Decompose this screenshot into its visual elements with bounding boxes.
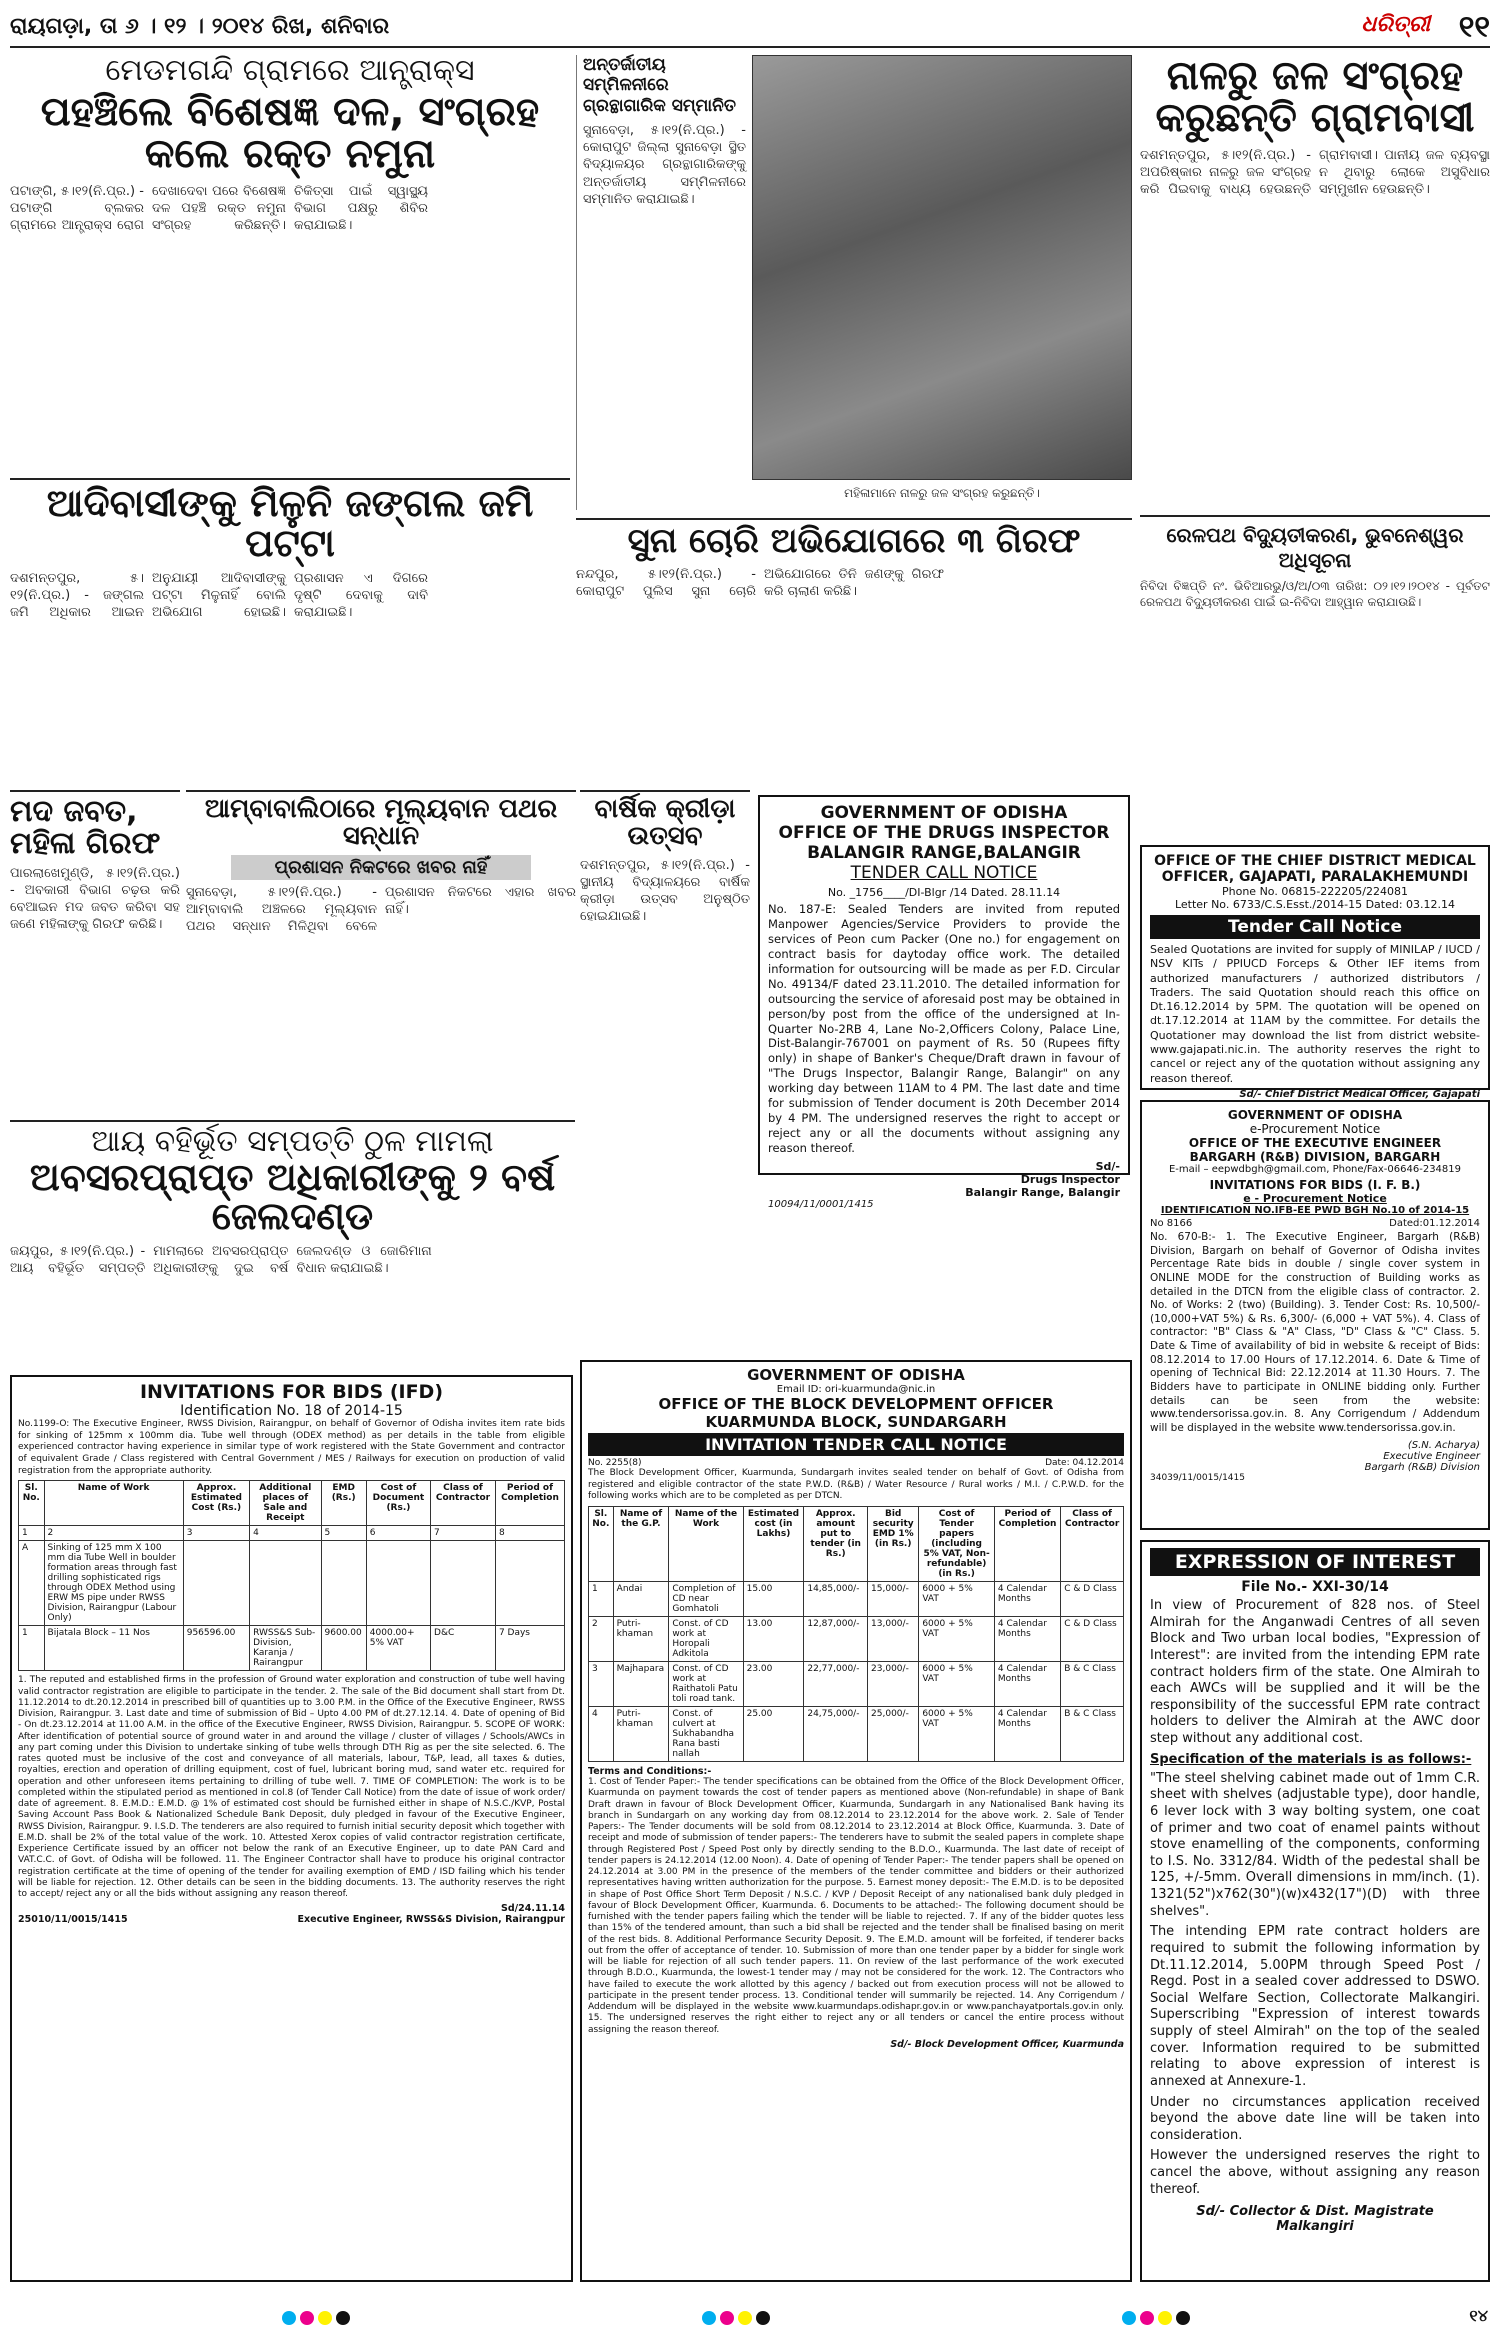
- table-cell: 4: [250, 1526, 321, 1541]
- table-row: [589, 1582, 1124, 1617]
- story-body: ପାରଲାଖେମୁଣ୍ଡି, ୫।୧୨(ନି.ପ୍ର.) - ଅବକାରୀ ବିଭାଗ ଚଢ଼ଉ କରି ବେଆଇନ ମଦ ଜବତ କରିବା ସହ ଜଣେ ମହିଳାଙ୍କୁ ଗିରଫ କରିଛି।: [10, 866, 180, 933]
- page-number: ୧୧: [1458, 10, 1490, 45]
- story-precious-stone: [186, 790, 576, 1110]
- table-header-cell: Sl. No.: [589, 1507, 614, 1582]
- ad-sign: Bargarh (R&B) Division: [1364, 1461, 1480, 1473]
- ad-sign: Balangir Range, Balangir: [965, 1185, 1120, 1199]
- ad-line: KUARMUNDA BLOCK, SUNDARGARH: [705, 1413, 1007, 1431]
- table-cell: Sinking of 125 mm X 100 mm dia Tube Well in boulder formation areas through fast drilling sophisticated rigs through ODEX Method using ERW MS pipe under RWSS Division, Rairangpur (Labour Only): [44, 1541, 183, 1626]
- ad-line: GOVERNMENT OF ODISHA: [747, 1366, 965, 1384]
- notice-title: ରେଳପଥ ବିଦ୍ୟୁତୀକରଣ, ଭୁବନେଶ୍ୱର ଅଧିସୂଚନା: [1166, 523, 1464, 572]
- table-header-cell: Period of Completion: [994, 1507, 1060, 1582]
- story-headline: ଅବସରପ୍ରାପ୍ତ ଅଧିକାରୀଙ୍କୁ ୨ ବର୍ଷ ଜେଲଦଣ୍ଡ: [29, 1154, 556, 1239]
- table-header-cell: Name of Work: [44, 1481, 183, 1526]
- ad-letter: Letter No. 6733/C.S.Esst./2014-15 Dated: 03.12.14: [1174, 898, 1456, 911]
- table-cell: Majhapara: [613, 1662, 669, 1707]
- story-kicker: ମେଡମଗନ୍ଦି ଗ୍ରାମରେ ଆନ୍ତ୍ରାକ୍ସ: [105, 53, 475, 88]
- table-cell: 23.00: [743, 1662, 804, 1707]
- ad-email: E-mail – eepwdbgh@gmail.com, Phone/Fax-06646-234819: [1168, 1164, 1462, 1175]
- ad-line: GOVERNMENT OF ODISHA: [1227, 1108, 1403, 1122]
- story-headline: ଆଦିବାସୀଙ୍କୁ ମିଳୁନି ଜଙ୍ଗଲ ଜମି ପଟ୍ଟା: [46, 481, 534, 565]
- table-cell: 4: [589, 1707, 614, 1762]
- ad-line: BALANGIR RANGE,BALANGIR: [807, 843, 1081, 863]
- table-header-cell: Period of Completion: [495, 1481, 564, 1526]
- table-cell: 13.00: [743, 1617, 804, 1662]
- table-header-cell: Class of Contractor: [1061, 1507, 1124, 1582]
- ad-ref: No. _1756____/DI-Blgr /14 Dated. 28.11.14: [827, 886, 1061, 899]
- table-cell: Const. of CD work at Horopali Adkitola: [669, 1617, 743, 1662]
- table-cell: 7: [431, 1526, 496, 1541]
- table-cell: A: [19, 1541, 45, 1626]
- table-row: [589, 1662, 1124, 1707]
- ad-code: 10094/11/0001/1415: [768, 1198, 874, 1210]
- ad-para: "The steel shelving cabinet made out of 1mm C.R. sheet with shelves (adjustable type), door handle, 6 lever lock with 3 way bolting system, one coat of primer and two coat of enamel paints without stove enamelling of the components, conforming to I.S. No. 3312/84. Width of the pedestal shall be 125, +/-5mm. Overall dimensions in mm/inch. (1). 1321(52")x762(30")(w)x432(17")(D) with three shelves".: [1150, 1770, 1480, 1919]
- table-cell: 14,85,000/-: [804, 1582, 868, 1617]
- notice-railway: [1140, 515, 1490, 835]
- story-body: ପଟାଙ୍ଗି, ୫।୧୨(ନି.ପ୍ର.) - ପଟାଙ୍ଗି ବ୍ଲକର ଗ୍ରାମରେ ଆନ୍ତ୍ରାକ୍ସ ରୋଗ ଦେଖାଦେବା ପରେ ବିଶେଷଜ୍ଞ ଦଳ ପହଞ୍ଚି ରକ୍ତ ନମୁନା ସଂଗ୍ରହ କରିଛନ୍ତି। ଚିକିତ୍ସା ପାଇଁ ସ୍ୱାସ୍ଥ୍ୟ ବିଭାଗ ପକ୍ଷରୁ ଶିବିର କରାଯାଇଛି।: [10, 183, 428, 233]
- ad-line: OFFICE OF THE DRUGS INSPECTOR: [778, 823, 1110, 843]
- table-cell: 6000 + 5% VAT: [919, 1707, 995, 1762]
- table-cell: [495, 1541, 564, 1626]
- table-cell: 4 Calendar Months: [994, 1662, 1060, 1707]
- ad-ident: Identification No. 18 of 2014-15: [180, 1403, 403, 1419]
- table-cell: D&C: [431, 1626, 496, 1671]
- story-subhead: ପ୍ରଶାସନ ନିକଟରେ ଖବର ନାହିଁ: [231, 855, 531, 880]
- table-cell: 22,77,000/-: [804, 1662, 868, 1707]
- ad-line: OFFICER, GAJAPATI, PARALAKHEMUNDI: [1161, 869, 1469, 885]
- ad-title: INVITATIONS FOR BIDS (IFD): [139, 1381, 444, 1403]
- ad-line: INVITATIONS FOR BIDS (I. F. B.): [1209, 1178, 1421, 1192]
- news-photo: [752, 55, 1132, 480]
- registration-marks: [280, 2310, 352, 2329]
- table-cell: Const. of CD work at Raithatoli Patu toli road tank.: [669, 1662, 743, 1707]
- story-headline: ସୁନା ଚୋରି ଅଭିଯୋଗରେ ୩ ଗିରଫ: [627, 521, 1081, 561]
- ad-kuarmunda: [580, 1360, 1132, 2282]
- terms-body: 1. The reputed and established firms in the profession of Ground water exploration and construction of tube well having valid contractor registration are eligible to participate in the tender. 2. The sale of the Bid document shall start from Dt. 11.12.2014 to dt.20.12.2014 in prescribed bill of quantities up to 3.00 P.M. in the Office of the Executive Engineer, RWSS Division, Rairangpur. 3. Last date and time of submission of Bid – Upto 4.00 PM of dt.27.12.14. 4. Date of opening of Bid - On dt.23.12.2014 at 11.00 A.M. in the office of the Executive Engineer, RWSS Division, Rairangpur. 5. SCOPE OF WORK: After identification of potential source of ground water in and around the village / cluster of villages / Schools/AWCs in any part coming under this Division to undertake sinking of tube wells through DTH Rig as per the site selected. 6. The rates quoted must be inclusive of the cost and conveyance of all materials, labour, T&P, lead, all taxes & duties, royalties, erection and operation of drilling equipment, cost of fuel, lubricant boring mud, sand water etc. required for operation and other unforeseen items pertaining to drilling of tube well. 7. TIME OF COMPLETION: The work is to be completed within the stipulated period as mentioned in col.8 (of Tender Call Notice) from the date of issue of work order/ date of agreement. 8. E.M.D.: E.M.D. @ 1% of estimated cost should be furnished either in shape of N.S.C./KVP, Postal Saving Account Pass Book & Nationalized Schedule Bank Deposit, duly pledged in favour of the Executive Engineer, RWSS Division, Rairangpur. 9. I.S.D. The tenderers are also required to furnish initial security deposit which together with E.M.D. shall be 2% of the total value of the work. 10. Attested Xerox copies of valid contractor registration certificate, Experience Certificate issued by an officer not below the rank of an Executive Engineer, up to date PAN Card and VAT.C.C. of Govt. of Odisha will be followed. 11. The Engineer Contractor shall have to produce his original contractor registration certificate at the time of opening of the tender for availing exemption of EMD / ISD failing which his tender will be liable for rejection. 12. Other details can be seen in the bidding documents. 13. The authority reserves the right to accept/ reject any or all the bids without assigning any reason thereof.: [18, 1675, 565, 1900]
- story-asset-case: [10, 1120, 575, 1370]
- table-header-cell: Class of Contractor: [431, 1481, 496, 1526]
- table-header-cell: Cost of Document (Rs.): [366, 1481, 430, 1526]
- dateline: ରାୟଗଡ଼ା, ତା ୬ । ୧୨ । ୨୦୧୪ ରିଖ, ଶନିବାର: [10, 14, 390, 39]
- ad-line: OFFICE OF THE BLOCK DEVELOPMENT OFFICER: [658, 1395, 1054, 1413]
- story-headline: ମଦ ଜବତ, ମହିଳା ଗିରଫ: [10, 794, 161, 861]
- ad-sign: Executive Engineer: [1383, 1450, 1480, 1462]
- story-body: ଦଶମନ୍ତପୁର, ୫।୧୨(ନି.ପ୍ର.) - ସ୍ଥାନୀୟ ବିଦ୍ୟାଳୟରେ ବାର୍ଷିକ କ୍ରୀଡ଼ା ଉତ୍ସବ ଅନୁଷ୍ଠିତ ହୋଇଯାଇଛି।: [580, 857, 750, 925]
- table-cell: 7 Days: [495, 1626, 564, 1671]
- ad-line: e-Procurement Notice: [1249, 1122, 1381, 1136]
- ad-intro: No.1199-O: The Executive Engineer, RWSS Division, Rairangpur, on behalf of Governor of Odisha invites item rate bids for sinking of 125mm x 100mm dia. Tube well through (ODEX method) as per details in the table from eligible experienced contractor having experience in similar type of work registered with the State Government and contractor of equivalent Grade / Class registered with Central Government / MES / Railways for execution on production of valid registration from the appropriate authority.: [18, 1419, 565, 1476]
- story-body: ଜୟପୁର, ୫।୧୨(ନି.ପ୍ର.) - ଆୟ ବହିର୍ଭୂତ ସମ୍ପତ୍ତି ମାମଲାରେ ଅବସରପ୍ରାପ୍ତ ଅଧିକାରୀଙ୍କୁ ଦୁଇ ବର୍ଷ ଜେଲଦଣ୍ଡ ଓ ଜୋରିମାନା ବିଧାନ କରାଯାଇଛି।: [10, 1244, 432, 1277]
- table-cell: Completion of CD near Gomhatoli: [669, 1582, 743, 1617]
- ad-title: INVITATION TENDER CALL NOTICE: [588, 1433, 1124, 1456]
- ad-expression-of-interest: [1140, 1540, 1490, 2282]
- table-cell: C & D Class: [1061, 1617, 1124, 1662]
- ad-sign: Drugs Inspector: [1020, 1172, 1120, 1186]
- ad-line: BARGARH (R&B) DIVISION, BARGARH: [1189, 1150, 1441, 1164]
- story-gold-theft: [576, 518, 1132, 778]
- ad-sign: Sd/-: [1095, 1159, 1120, 1173]
- table-header-cell: Sl. No.: [19, 1481, 45, 1526]
- table-cell: [431, 1541, 496, 1626]
- table-cell: 5: [321, 1526, 366, 1541]
- table-cell: 15,000/-: [868, 1582, 919, 1617]
- table-cell: Const. of culvert at Sukhabandha Rana basti nallah: [669, 1707, 743, 1762]
- table-header-cell: Estimated cost (in Lakhs): [743, 1507, 804, 1582]
- photo-caption: ମହିଳାମାନେ ନାଳରୁ ଜଳ ସଂଗ୍ରହ କରୁଛନ୍ତି।: [844, 486, 1040, 500]
- ad-code: 25010/11/0015/1415: [18, 1914, 128, 1926]
- terms-title: Terms and Conditions:-: [588, 1766, 712, 1778]
- table-header-cell: EMD (Rs.): [321, 1481, 366, 1526]
- table-cell: Bijatala Block – 11 Nos: [44, 1626, 183, 1671]
- yellow-dot: [738, 2311, 752, 2325]
- ad-number: No 8166: [1150, 1218, 1193, 1229]
- page-mark: ୧୪: [1469, 2306, 1488, 2325]
- table-row: [589, 1617, 1124, 1662]
- yellow-dot: [1158, 2311, 1172, 2325]
- ad-title: Tender Call Notice: [1150, 915, 1480, 939]
- table-cell: C & D Class: [1061, 1582, 1124, 1617]
- table-row: [589, 1707, 1124, 1762]
- ad-sign: Sd/- Chief District Medical Officer, Gajapati: [1239, 1088, 1480, 1100]
- ad-file: File No.- XXI-30/14: [1241, 1579, 1389, 1595]
- story-body: ଦଶମନ୍ତପୁର, ୫।୧୨(ନି.ପ୍ର.) - ଅପରିଷ୍କାର ନାଳରୁ ଜଳ ସଂଗ୍ରହ କରି ପିଇବାକୁ ବାଧ୍ୟ ହେଉଛନ୍ତି ଗ୍ରାମବାସୀ। ପାନୀୟ ଜଳ ବ୍ୟବସ୍ଥା ନ ଥିବାରୁ ଲୋକେ ଅସୁବିଧାର ସମ୍ମୁଖୀନ ହେଉଛନ୍ତି।: [1140, 148, 1490, 198]
- table-cell: 13,000/-: [868, 1617, 919, 1662]
- ad-line: IDENTIFICATION NO.IFB-EE PWD BGH No.10 of 2014-15: [1160, 1205, 1470, 1216]
- registration-marks: [1120, 2310, 1192, 2329]
- table-cell: [183, 1541, 249, 1626]
- table-cell: 3: [183, 1526, 249, 1541]
- newspaper-logo: ଧରିତ୍ରୀ: [1361, 12, 1430, 37]
- table-cell: [366, 1541, 430, 1626]
- ad-code: 34039/11/0015/1415: [1150, 1472, 1245, 1483]
- table-cell: 15.00: [743, 1582, 804, 1617]
- ad-email: Email ID: ori-kuarmunda@nic.in: [776, 1384, 936, 1395]
- table-cell: 4 Calendar Months: [994, 1707, 1060, 1762]
- table-cell: 8: [495, 1526, 564, 1541]
- table-cell: 956596.00: [183, 1626, 249, 1671]
- ad-sign: Sd/- Block Development Officer, Kuarmunda: [890, 2038, 1124, 2050]
- ad-phone: Phone No. 06815-222205/224081: [1222, 885, 1408, 898]
- table-cell: 25.00: [743, 1707, 804, 1762]
- table-header-cell: Additional places of Sale and Receipt: [250, 1481, 321, 1526]
- cyan-dot: [1122, 2311, 1136, 2325]
- table-cell: Putri-khaman: [613, 1617, 669, 1662]
- cyan-dot: [702, 2311, 716, 2325]
- registration-marks: [700, 2310, 772, 2329]
- yellow-dot: [318, 2311, 332, 2325]
- table-cell: 24,75,000/-: [804, 1707, 868, 1762]
- story-body: ସୁନାବେଡ଼ା, ୫।୧୨(ନି.ପ୍ର.) - ଆମ୍ବାବାଲି ଅଞ୍ଚଳରେ ମୂଲ୍ୟବାନ ପଥର ସନ୍ଧାନ ମିଳିଥିବା ବେଳେ ପ୍ରଶାସନ ନିକଟରେ ଏହାର ଖବର ନାହିଁ।: [186, 884, 576, 934]
- ad-title: EXPRESSION OF INTEREST: [1150, 1548, 1480, 1576]
- magenta-dot: [1140, 2311, 1154, 2325]
- table-cell: 1: [19, 1526, 45, 1541]
- black-dot: [336, 2311, 350, 2325]
- table-header-cell: Cost of Tender papers (including 5% VAT, Non-refundable) (in Rs.): [919, 1507, 995, 1582]
- ad-sign: (S.N. Acharya): [1407, 1439, 1480, 1451]
- table-cell: 3: [589, 1662, 614, 1707]
- terms-body: 1. Cost of Tender Paper:- The tender specifications can be obtained from the Office of the Block Development Officer, Kuarmunda on payment towards the cost of tender papers as mentioned above (Non-refundable) in shape of Bank Draft drawn in favour of Block Development Officer, Kuarmunda, Sundargarh in any Nationalised Bank having its branch in Sundargarh on any working day from 08.12.2014 to 23.12.2014 for the above work. 2. Sale of Tender Papers:- The Tender documents will be sold from 08.12.2014 to 23.12.2014 at Block Office, Kuarmunda. 3. Date of receipt and mode of submission of tender papers:- The tenderers have to submit the sealed papers in complete shape through Registered Post / Speed Post only by directly sending to the B.D.O., Kuarmunda. The last date of receipt of tender papers is 24.12.2014 (12.00 Noon). 4. Date of opening of Tender Paper:- The tender papers shall be opened on 24.12.2014 at 3.00 PM in the presence of the members of the tender committee and bidders or their authorized representatives having written authorization for the purpose. 5. Earnest money deposit:- The E.M.D. is to be deposited in shape of Post Office Short Term Deposit / N.S.C. / KVP / Deposit Receipt of any nationalised bank duly pledged in favour of Block Development Officer, Kuarmunda. 6. Documents to be attached:- The following document should be furnished with the tender papers failing which the tender will be liable to rejected. 7. If any of the bidder quotes less than 15% of the tendered amount, than such a bid shall be rejected and the tender shall be finalised basing on merit of the rest bids. 8. Additional Performance Security Deposit. 9. The E.M.D. amount will be forfeited, if tenderer backs out from the offer of acceptance of tender. 10. Submission of more than one tender paper by a bidder for single work will be liable for rejection of all such tender papers. 11. On review of the last performance of the work executed through B.D.O., Kuarmunda, the lowest-1 tender may / may not be considered for the work. 12. The Contractors who have failed to execute the work allotted by this agency / backed out from execution process will not be allowed to participate in the present tender process. 13. Conditional tender will summarily be rejected. 14. Any Corrigendum / Addendum will be displayed in the website www.kuarmundaps.odishapr.gov.in or www.panchayatportals.gov.in only. 15. The undersigned reserves the right either to reject any or all tenders or cancel the entire process without assigning the reason thereof.: [588, 1777, 1124, 2035]
- story-headline: ଆମ୍ବାବାଲିଠାରେ ମୂଲ୍ୟବାନ ପଥର ସନ୍ଧାନ: [204, 794, 558, 852]
- ad-spec-title: Specification of the materials is as follows:-: [1150, 1751, 1472, 1767]
- table-cell: 25,000/-: [868, 1707, 919, 1762]
- ad-para: Under no circumstances application received beyond the above date line will be taken into consideration.: [1150, 2094, 1480, 2143]
- story-kicker: ଅନ୍ତର୍ଜାତୀୟ ସମ୍ମିଳନୀରେ ଗ୍ରନ୍ଥାଗାରିକ ସମ୍ମାନିତ: [583, 55, 737, 116]
- ad-title: TENDER CALL NOTICE: [850, 863, 1038, 883]
- table-header-cell: Name of the G.P.: [613, 1507, 669, 1582]
- table-cell: [321, 1541, 366, 1626]
- ad-sign: Malkangiri: [1276, 2219, 1354, 2235]
- table-cell: [250, 1541, 321, 1626]
- ad-line: GOVERNMENT OF ODISHA: [820, 803, 1068, 823]
- story-liquor: [10, 790, 180, 1110]
- table-cell: 2: [589, 1617, 614, 1662]
- story-body: ସୁନାବେଡ଼ା, ୫।୧୨(ନି.ପ୍ର.) - କୋରାପୁଟ ଜିଲ୍ଲା ସୁନାବେଡ଼ା ସ୍ଥିତ ବିଦ୍ୟାଳୟର ଗ୍ରନ୍ଥାଗାରିକଙ୍କୁ ଅନ୍ତର୍ଜାତୀୟ ସମ୍ମିଳନୀରେ ସମ୍ମାନିତ କରାଯାଇଛି।: [583, 123, 746, 207]
- table-cell: 1: [589, 1582, 614, 1617]
- black-dot: [1176, 2311, 1190, 2325]
- ad-para: In view of Procurement of 828 nos. of Steel Almirah for the Anganwadi Centres of all seven Block and Two urban local bodies, "Expression of Interest": are invited from the intending EPM rate contract holders firm of the state. One Almirah to each AWCs will be supplied and it will be the responsibility of the successful EPM rate contract holders to deliver the Almirah at the AWC door step without any additional cost.: [1150, 1598, 1480, 1746]
- bids-table: [18, 1480, 565, 1671]
- table-cell: B & C Class: [1061, 1707, 1124, 1762]
- ad-bargarh: [1140, 1100, 1490, 1530]
- table-cell: 9600.00: [321, 1626, 366, 1671]
- ad-rairangpur: [10, 1375, 573, 2282]
- story-forest-land: [10, 478, 570, 778]
- black-dot: [756, 2311, 770, 2325]
- story-headline: ବାର୍ଷିକ କ୍ରୀଡ଼ା ଉତ୍ସବ: [594, 794, 736, 852]
- table-cell: 23,000/-: [868, 1662, 919, 1707]
- ad-sign: Sd/- Collector & Dist. Magistrate: [1196, 2204, 1434, 2220]
- table-cell: RWSS&S Sub-Division, Karanja / Rairangpur: [250, 1626, 321, 1671]
- ad-sign-date: Sd/24.11.14: [501, 1903, 565, 1915]
- story-anthrax: [10, 55, 570, 475]
- table-cell: 6000 + 5% VAT: [919, 1582, 995, 1617]
- story-body: ନନ୍ଦପୁର, ୫।୧୨(ନି.ପ୍ର.) - କୋରାପୁଟ ପୁଲିସ ସୁନା ଚୋରି ଅଭିଯୋଗରେ ତିନି ଜଣଙ୍କୁ ଗିରଫ କରି ଚାଲାଣ କରିଛି।: [576, 566, 944, 599]
- story-water: [1140, 55, 1490, 510]
- ad-number: No. 2255(8): [588, 1458, 642, 1468]
- story-librarian: [576, 55, 746, 510]
- table-cell: Putri-khaman: [613, 1707, 669, 1762]
- story-headline: ପହଞ୍ଚିଲେ ବିଶେଷଜ୍ଞ ଦଳ, ସଂଗ୍ରହ କଲେ ରକ୍ତ ନମୁନା: [40, 88, 540, 177]
- magenta-dot: [720, 2311, 734, 2325]
- story-kicker: ଆୟ ବହିର୍ଭୂତ ସମ୍ପତ୍ତି ଠୁଳ ମାମଲା: [91, 1124, 494, 1159]
- table-header-cell: Approx. Estimated Cost (Rs.): [183, 1481, 249, 1526]
- ad-intro: The Block Development Officer, Kuarmunda, Sundargarh invites sealed tender on behalf of Govt. of Odisha from registered and eligible contractor of the state P.W.D. (R&B) / Water Resource / Rural works / M.I. / C.P.W.D. for the following works which are to be completed as per DTCN.: [588, 1468, 1124, 1502]
- table-cell: 12,87,000/-: [804, 1617, 868, 1662]
- table-cell: 4 Calendar Months: [994, 1582, 1060, 1617]
- ad-date: Dated:01.12.2014: [1389, 1218, 1480, 1229]
- ad-line: e - Procurement Notice: [1243, 1192, 1387, 1205]
- photo-block: [752, 55, 1132, 515]
- notice-body: ନିବିଦା ବିଜ୍ଞପ୍ତି ନଂ. ଭିବିଆରଭୁ/ଓ/ଅ/୦୩ ତାରିଖ: ୦୨।୧୨।୨୦୧୪ - ପୂର୍ବତଟ ରେଳପଥ ବିଦ୍ୟୁତୀକରଣ ପାଇଁ ଇ-ନିବିଦା ଆହ୍ୱାନ କରାଯାଉଛି।: [1140, 579, 1490, 609]
- ad-body: No. 187-E: Sealed Tenders are invited from reputed Manpower Agencies/Service Providers to provide the services of Peon cum Packer (One no.) for engagement on contract basis for daytoday office work. The detailed information for outsourcing will be made as per F.D. Circular No. 49134/F dated 23.11.2010. The detailed information for outsourcing the service of aforesaid post may be obtained in person/by post from the office of the undersigned at In-Quarter No-2RB 4, Lane No-2,Officers Colony, Palace Line, Dist-Balangir-767001 on payment of Rs. 50 (Rupees fifty only) in shape of Banker's Cheque/Draft drawn in favour of "The Drugs Inspector, Balangir Range, Balangir" on any working day between 11AM to 4 PM. The last date and time for submission of Tender document is 20th December 2014 by 4 PM. The undersigned reserves the right to accept or reject any or all the documents without assigning any reason thereof.: [768, 902, 1120, 1155]
- ad-para: However the undersigned reserves the right to cancel the above, without assigning any reason thereof.: [1150, 2148, 1480, 2197]
- table-cell: 6: [366, 1526, 430, 1541]
- magenta-dot: [300, 2311, 314, 2325]
- cyan-dot: [282, 2311, 296, 2325]
- page-footer: [0, 2300, 1500, 2335]
- ad-body: Sealed Quotations are invited for supply of MINILAP / IUCD / NSV KITs / PPIUCD Forceps & Other IEF items from authorized manufacturers / authorized distributors / Traders. The said Quotation should reach this office on Dt.16.12.2014 by 5PM. The quotation will be opened on dt.17.12.2014 at 11AM by the committee. For details the Quotationer may download the list from district website- www.gajapati.nic.in. The authority reserves the right to cancel or reject any of the quotation without assigning any reason thereof.: [1150, 943, 1480, 1085]
- table-cell: 6000 + 5% VAT: [919, 1662, 995, 1707]
- story-sports: [580, 790, 750, 1350]
- story-body: ଦଶମନ୍ତପୁର, ୫।୧୨(ନି.ପ୍ର.) - ଜଙ୍ଗଲ ଜମି ଅଧିକାର ଆଇନ ଅନୁଯାୟୀ ଆଦିବାସୀଙ୍କୁ ପଟ୍ଟା ମିଳୁନାହିଁ ବୋଲି ଅଭିଯୋଗ ହୋଇଛି। ପ୍ରଶାସନ ଏ ଦିଗରେ ଦୃଷ୍ଟି ଦେବାକୁ ଦାବି କରାଯାଇଛି।: [10, 570, 428, 621]
- ad-date: Date: 04.12.2014: [1045, 1458, 1124, 1468]
- table-cell: 4 Calendar Months: [994, 1617, 1060, 1662]
- table-cell: Andai: [613, 1582, 669, 1617]
- table-header-cell: Approx. amount put to tender (in Rs.): [804, 1507, 868, 1582]
- table-cell: 6000 + 5% VAT: [919, 1617, 995, 1662]
- page-header: [10, 8, 1490, 48]
- table-cell: 1: [19, 1626, 45, 1671]
- works-table: [588, 1506, 1124, 1762]
- ad-line: OFFICE OF THE CHIEF DISTRICT MEDICAL: [1154, 853, 1476, 869]
- table-cell: B & C Class: [1061, 1662, 1124, 1707]
- table-header-cell: Name of the Work: [669, 1507, 743, 1582]
- ad-line: OFFICE OF THE EXECUTIVE ENGINEER: [1188, 1136, 1442, 1150]
- ad-body: No. 670-B:- 1. The Executive Engineer, Bargarh (R&B) Division, Bargarh on behalf of Governor of Odisha invites Percentage Rate bids in double / single cover system in ONLINE MODE for the construction of Building works as detailed in the DTCN from the eligible class of contractor. 2. No. of Works: 2 (two) (Building). 3. Tender Cost: Rs. 10,500/- (10,000+VAT 5%) & Rs. 6,300/- (6,000 + VAT 5%). 4. Class of contractor: "B" Class & "A" Class, "D" Class & "C" Class. 5. Date & Time of availability of bid in website & receipt of Bids: 08.12.2014 to 17.00 Hours of 17.12.2014. 6. Date & Time of opening of Technical Bid: 22.12.2014 at 11.30 Hours. 7. The Bidders have to participate in ONLINE bidding only. Further details can be seen from the website: www.tendersorissa.gov.in. 8. Any Corrigendum / Addendum will be displayed in the website www.tendersorissa.gov.in.: [1150, 1231, 1480, 1434]
- table-cell: 2: [44, 1526, 183, 1541]
- table-header-cell: Bid security EMD 1% (in Rs.): [868, 1507, 919, 1582]
- table-cell: 4000.00+ 5% VAT: [366, 1626, 430, 1671]
- ad-para: The intending EPM rate contract holders are required to submit the following information by Dt.11.12.2014, 5.00PM through Speed Post / Regd. Post in a sealed cover addressed to DSWO. Social Welfare Section, Collectorate Malkangiri. Superscribing "Expression of interest towards supply of steel Almirah" on the top of the sealed cover. Information required to be submitted relating to above expression of interest is annexed at Annexure-1.: [1150, 1924, 1480, 2089]
- ad-drugs-inspector: [758, 795, 1130, 1210]
- ad-cdmo: [1140, 845, 1490, 1100]
- story-headline: ନାଳରୁ ଜଳ ସଂଗ୍ରହ କରୁଛନ୍ତି ଗ୍ରାମବାସୀ: [1155, 53, 1475, 141]
- ad-sign: Executive Engineer, RWSS&S Division, Rairangpur: [297, 1914, 565, 1926]
